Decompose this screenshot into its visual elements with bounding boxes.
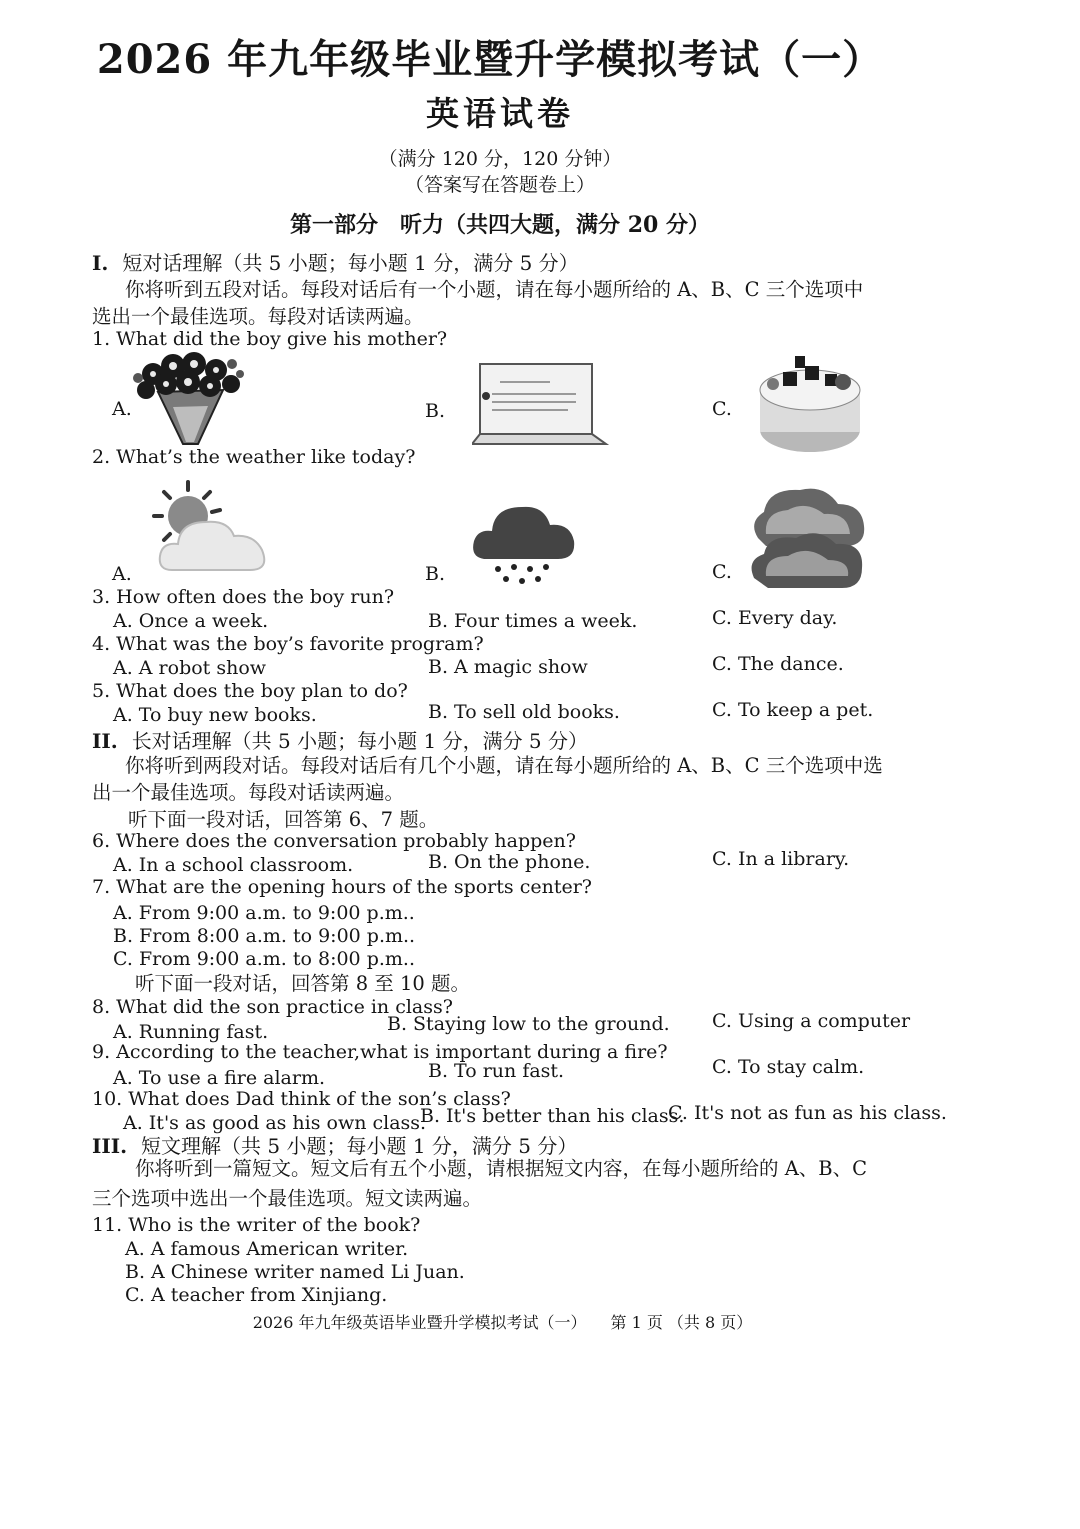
section1-title: 短对话理解（共 5 小题；每小题 1 分，满分 5 分） (122, 251, 579, 275)
question-4: 4. What was the boy’s favorite program? (92, 633, 484, 655)
question-9: 9. According to the teacher,what is important during a fire? (92, 1041, 668, 1063)
q2-option-a-label: A. (112, 563, 132, 585)
q2-option-b-label: B. (425, 563, 446, 585)
q5-option-b: B. To sell old books. (428, 701, 620, 723)
section1-heading (92, 247, 579, 276)
score-time-note: （满分 120 分，120 分钟） (378, 148, 622, 170)
section3-number: III. (92, 1134, 128, 1158)
section2-title: 长对话理解（共 5 小题；每小题 1 分，满分 5 分） (131, 729, 589, 753)
question-7: 7. What are the opening hours of the sports center? (92, 876, 592, 898)
q9-option-c: C. To stay calm. (712, 1056, 865, 1078)
question-8: 8. What did the son practice in class? (92, 996, 453, 1018)
q6-option-a: A. In a school classroom. (113, 854, 354, 876)
section1-instruction: 你将听到五段对话。每段对话后有一个小题，请在每小题所给的 A、B、C 三个选项中 (125, 278, 864, 301)
q10-option-b: B. It's better than his class. (420, 1105, 685, 1127)
q9-option-b: B. To run fast. (428, 1060, 565, 1082)
q1-option-a-label: A. (112, 398, 132, 420)
q3-option-a: A. Once a week. (113, 610, 269, 632)
sun-behind-cloud-icon (150, 478, 275, 576)
section2-dialogue2-note: 听下面一段对话，回答第 8 至 10 题。 (135, 972, 471, 995)
question-10: 10. What does Dad think of the son’s class? (92, 1088, 511, 1110)
section2-instruction-cont: 出一个最佳选项。每段对话读两遍。 (92, 781, 405, 804)
section3-instruction-cont: 三个选项中选出一个最佳选项。短文读两遍。 (92, 1187, 483, 1210)
q7-option-c: C. From 9:00 a.m. to 8:00 p.m.. (113, 948, 415, 970)
q11-option-c: C. A teacher from Xinjiang. (125, 1284, 388, 1306)
q8-option-b: B. Staying low to the ground. (387, 1013, 670, 1035)
q10-option-c: C. It's not as fun as his class. (668, 1102, 947, 1124)
part1-title: 第一部分 听力（共四大题，满分 20 分） (290, 212, 710, 238)
q8-option-a: A. Running fast. (113, 1021, 269, 1043)
answer-note: （答案写在答题卷上） (404, 174, 595, 196)
q11-option-a: A. A famous American writer. (125, 1238, 409, 1260)
q6-option-b: B. On the phone. (428, 851, 591, 873)
page-footer: 2026 年九年级英语毕业暨升学模拟考试（一） 第 1 页 （共 8 页） (252, 1313, 753, 1332)
q5-option-c: C. To keep a pet. (712, 699, 874, 721)
section2-instruction: 你将听到两段对话。每段对话后有几个小题，请在每小题所给的 A、B、C 三个选项中选 (125, 754, 883, 777)
section2-number: II. (92, 729, 118, 753)
q7-option-a: A. From 9:00 a.m. to 9:00 p.m.. (113, 902, 415, 924)
rain-cloud-icon (470, 495, 578, 593)
exam-title: 2026 年九年级毕业暨升学模拟考试（一） (96, 36, 884, 83)
question-3: 3. How often does the boy run? (92, 586, 395, 608)
q8-option-c: C. Using a computer (712, 1010, 911, 1032)
q4-option-c: C. The dance. (712, 653, 844, 675)
section2-dialogue1-note: 听下面一段对话，回答第 6、7 题。 (128, 808, 439, 831)
question-11: 11. Who is the writer of the book? (92, 1214, 421, 1236)
q10-option-a: A. It's as good as his own class. (123, 1112, 427, 1134)
q7-option-b: B. From 8:00 a.m. to 9:00 p.m.. (113, 925, 416, 947)
cake-image (755, 352, 870, 457)
section3-instruction: 你将听到一篇短文。短文后有五个小题，请根据短文内容，在每小题所给的 A、B、C (135, 1157, 868, 1180)
question-1: 1. What did the boy give his mother? (92, 328, 448, 350)
q11-option-b: B. A Chinese writer named Li Juan. (125, 1261, 465, 1283)
question-2: 2. What’s the weather like today? (92, 446, 416, 468)
q1-option-c-label: C. (712, 398, 732, 420)
section1-number: I. (92, 251, 109, 275)
question-6: 6. Where does the conversation probably happen? (92, 830, 576, 852)
q6-option-c: C. In a library. (712, 848, 850, 870)
q3-option-c: C. Every day. (712, 607, 838, 629)
cloudy-icon (748, 482, 868, 594)
question-5: 5. What does the boy plan to do? (92, 680, 408, 702)
q2-option-c-label: C. (712, 561, 732, 583)
section3-title: 短文理解（共 5 小题；每小题 1 分，满分 5 分） (141, 1134, 578, 1158)
q4-option-a: A. A robot show (113, 657, 267, 679)
q3-option-b: B. Four times a week. (428, 610, 638, 632)
q9-option-a: A. To use a fire alarm. (113, 1067, 326, 1089)
q1-option-b-label: B. (425, 400, 446, 422)
card-on-laptop-image (472, 360, 612, 448)
exam-subtitle: 英语试卷 (426, 94, 574, 133)
q5-option-a: A. To buy new books. (113, 704, 317, 726)
q4-option-b: B. A magic show (428, 656, 588, 678)
flower-bouquet-image (128, 352, 248, 447)
section1-instruction-cont: 选出一个最佳选项。每段对话读两遍。 (92, 305, 424, 328)
